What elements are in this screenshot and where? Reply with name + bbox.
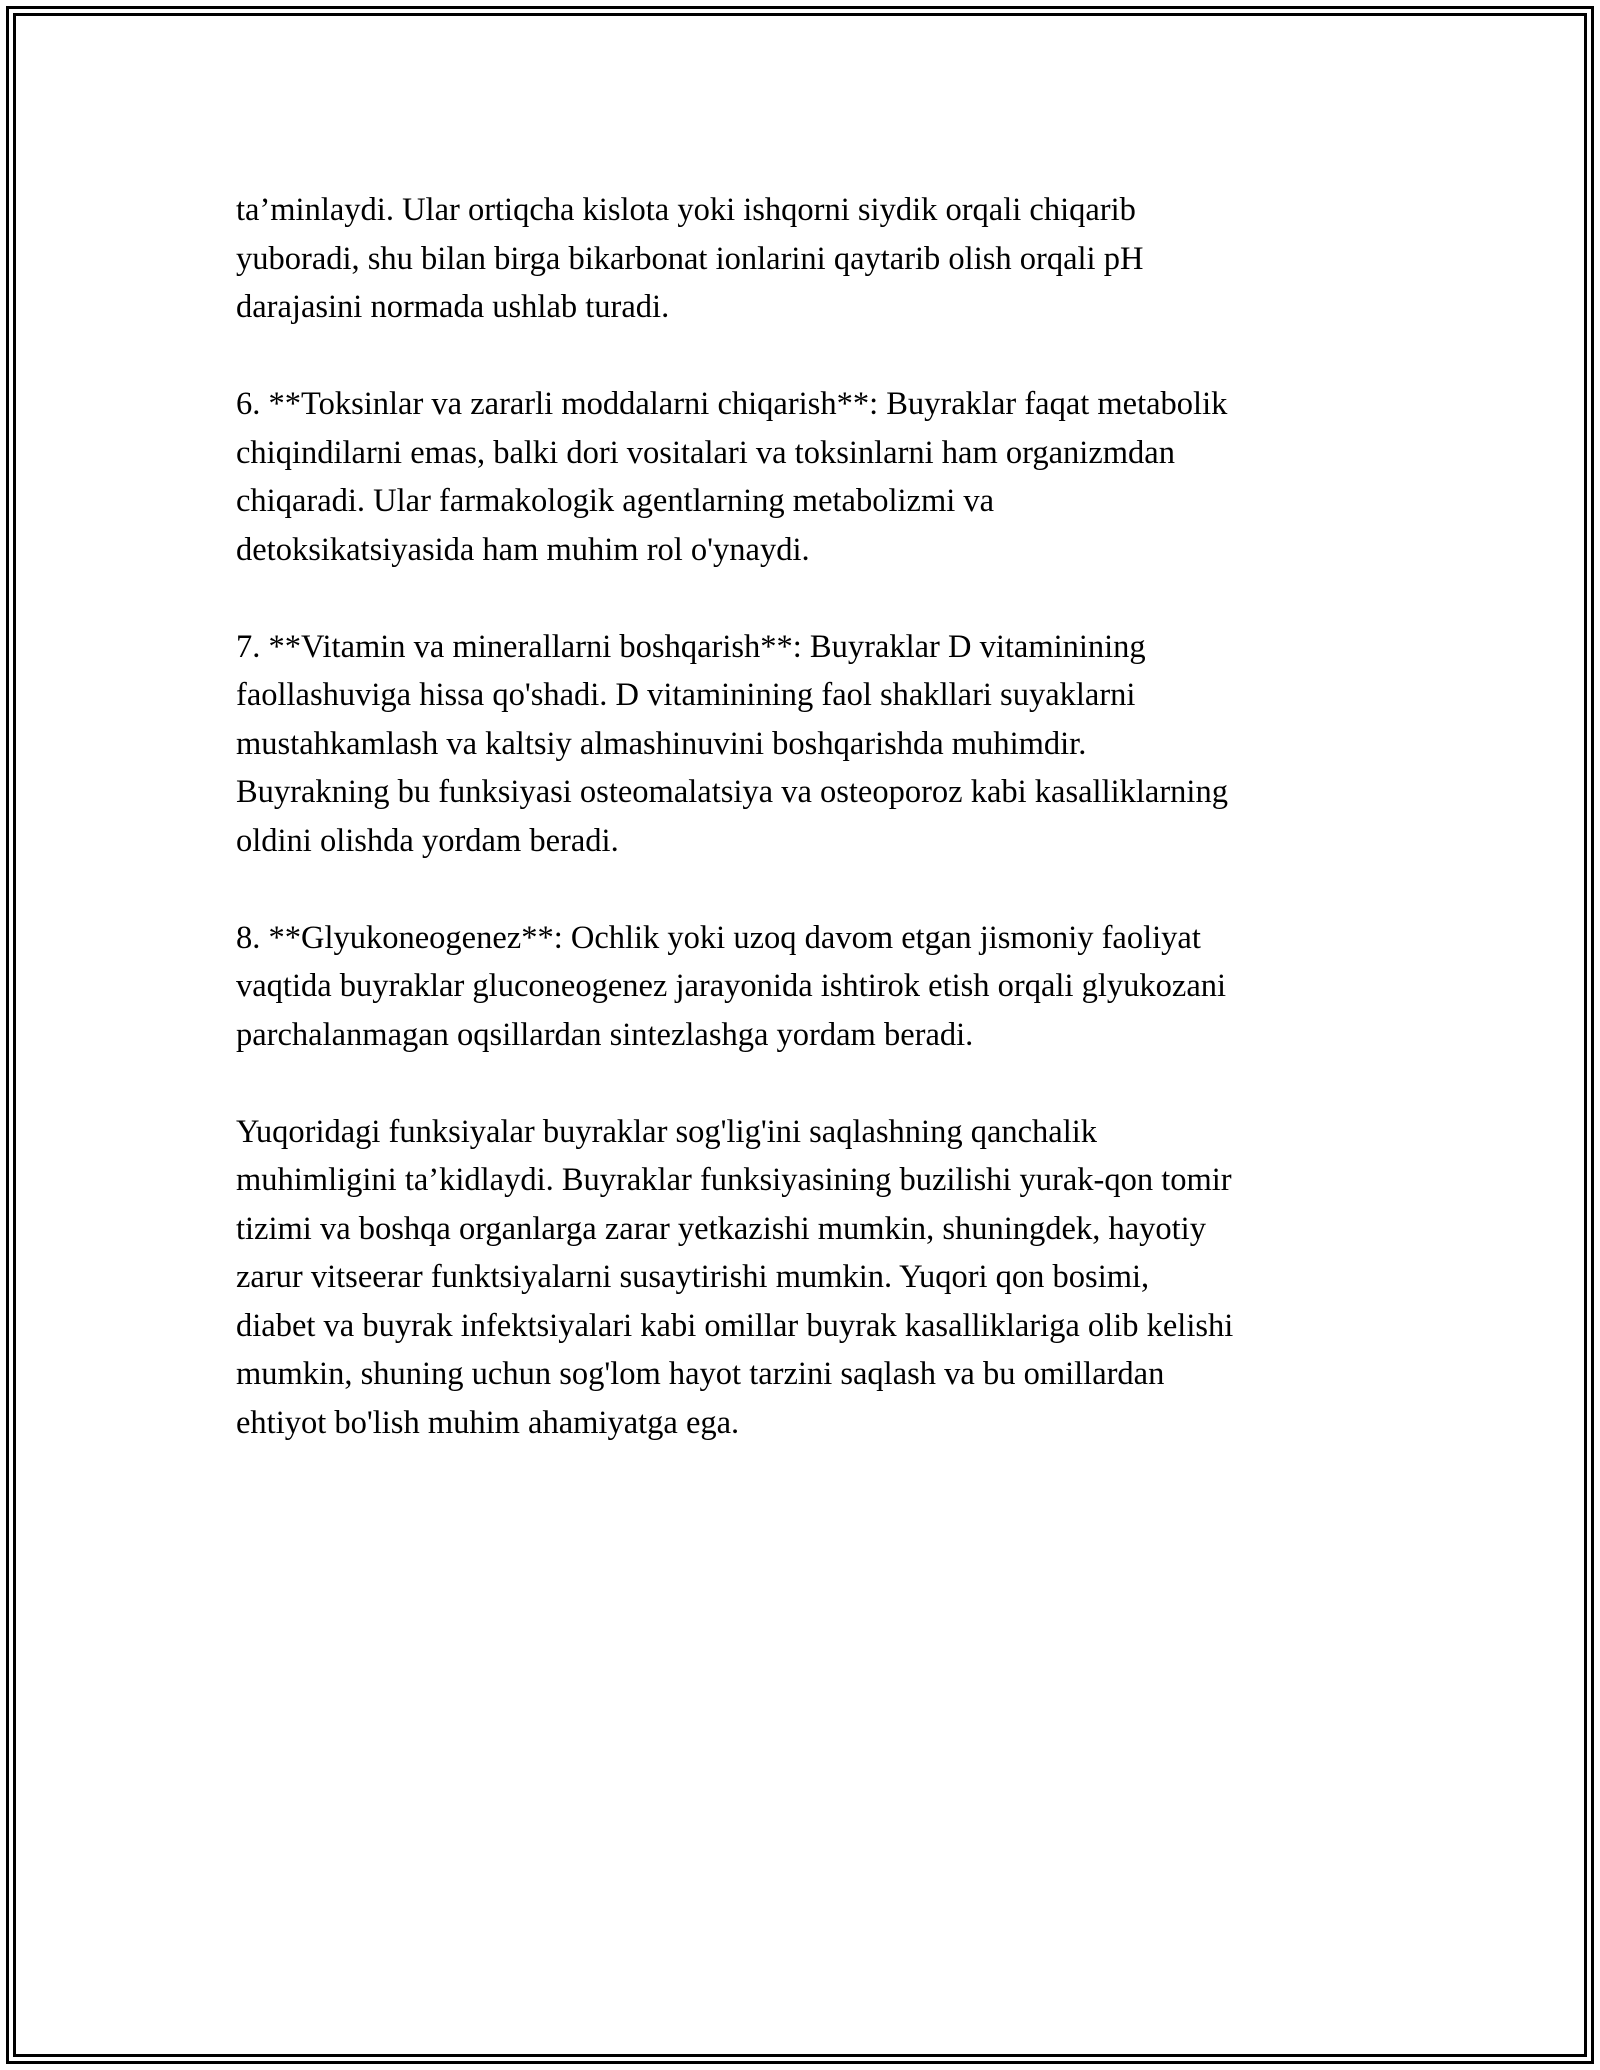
- text-line: yuboradi, shu bilan birga bikarbonat ionlarini qaytarib olish orqali pH: [236, 240, 1144, 277]
- text-line: diabet va buyrak infektsiyalari kabi omillar buyrak kasalliklariga olib kelishi: [236, 1307, 1234, 1344]
- document-body: [236, 186, 1396, 1496]
- text-line: 6. **Toksinlar va zararli moddalarni chiqarish**: Buyraklar faqat metabolik: [236, 386, 1228, 422]
- text-line: faollashuviga hissa qo'shadi. D vitaminining faol shakllari suyaklarni: [236, 677, 1136, 713]
- text-line: tizimi va boshqa organlarga zarar yetkazishi mumkin, shuningdek, hayotiy: [236, 1210, 1206, 1247]
- paragraph-continuation: [236, 186, 1396, 332]
- text-line: darajasini normada ushlab turadi.: [236, 289, 670, 325]
- paragraph-conclusion: [236, 1108, 1396, 1448]
- text-line: parchalanmagan oqsillardan sintezlashga yordam beradi.: [236, 1016, 974, 1053]
- text-line: Buyrakning bu funksiyasi osteomalatsiya va osteoporoz kabi kasalliklarning: [236, 774, 1228, 810]
- paragraph-item-7: [236, 623, 1396, 866]
- text-line: 8. **Glyukoneogenez**: Ochlik yoki uzoq davom etgan jismoniy faoliyat: [236, 919, 1201, 956]
- paragraph-item-6: [236, 380, 1396, 574]
- text-line: vaqtida buyraklar gluconeogenez jarayonida ishtirok etish orqali glyukozani: [236, 968, 1227, 1004]
- text-line: 7. **Vitamin va minerallarni boshqarish**: Buyraklar D vitaminining: [236, 628, 1146, 665]
- paragraph-item-8: [236, 914, 1396, 1060]
- text-line: oldini olishda yordam beradi.: [236, 822, 619, 859]
- text-line: muhimligini ta’kidlaydi. Buyraklar funksiyasining buzilishi yurak-qon tomir: [236, 1162, 1232, 1198]
- text-line: mustahkamlash va kaltsiy almashinuvini boshqarishda muhimdir.: [236, 725, 1087, 762]
- text-line: ta’minlaydi. Ular ortiqcha kislota yoki ishqorni siydik orqali chiqarib: [236, 192, 1136, 228]
- text-line: ehtiyot bo'lish muhim ahamiyatga ega.: [236, 1404, 740, 1441]
- text-line: zarur vitseerar funktsiyalarni susaytirishi mumkin. Yuqori qon bosimi,: [236, 1259, 1150, 1295]
- text-line: chiqindilarni emas, balki dori vositalari va toksinlarni ham organizmdan: [236, 434, 1175, 471]
- text-line: Yuqoridagi funksiyalar buyraklar sog'lig'ini saqlashning qanchalik: [236, 1113, 1098, 1150]
- text-line: chiqaradi. Ular farmakologik agentlarning metabolizmi va: [236, 483, 995, 519]
- text-line: detoksikatsiyasida ham muhim rol o'ynaydi.: [236, 531, 810, 568]
- text-line: mumkin, shuning uchun sog'lom hayot tarzini saqlash va bu omillardan: [236, 1356, 1165, 1392]
